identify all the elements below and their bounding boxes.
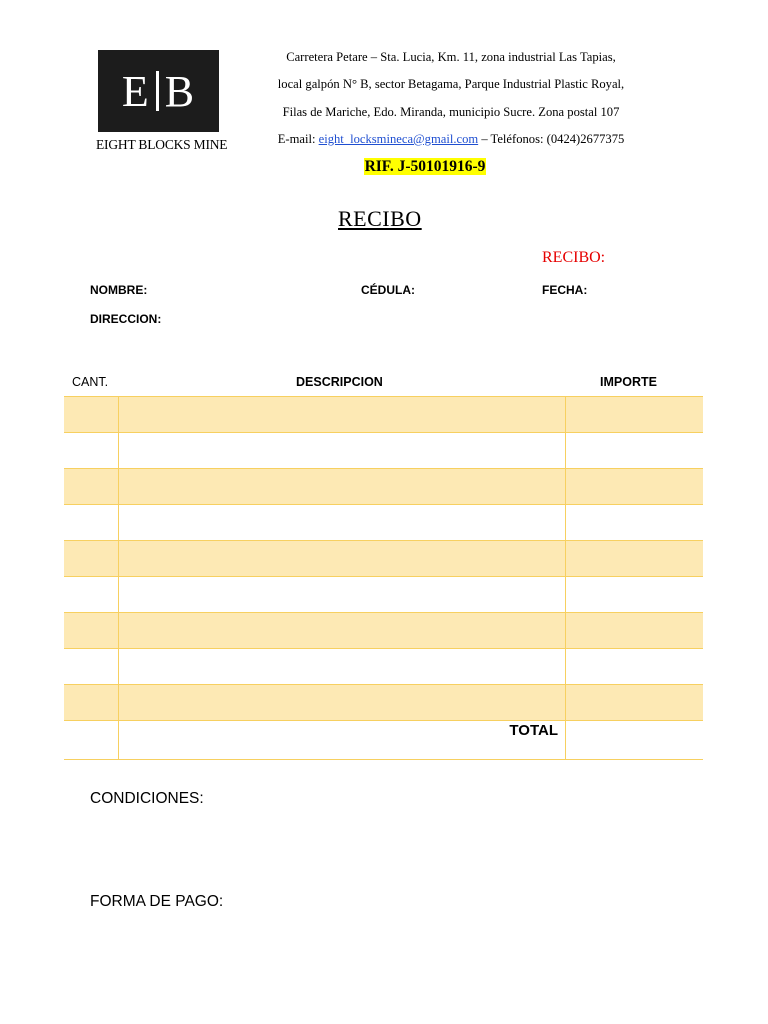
rif-line: [0, 158, 768, 176]
email-label: E-mail:: [277, 131, 316, 146]
table-row: [64, 613, 703, 649]
cell-cant[interactable]: [64, 613, 119, 649]
cell-importe[interactable]: [566, 685, 704, 721]
table-row: [64, 505, 703, 541]
cell-importe[interactable]: [566, 577, 704, 613]
cell-descripcion[interactable]: [119, 505, 566, 541]
table-row: [64, 577, 703, 613]
recibo-number-label: RECIBO:: [542, 249, 606, 266]
address-line-2: local galpón N° B, sector Betagama, Parque Industrial Plastic Royal,: [277, 77, 625, 92]
cell-importe[interactable]: [566, 649, 704, 685]
fecha-label: FECHA:: [542, 283, 588, 297]
total-value-cell[interactable]: [566, 721, 704, 760]
cell-importe[interactable]: [566, 433, 704, 469]
logo-letter-e: E: [121, 66, 150, 116]
cell-importe[interactable]: [566, 541, 704, 577]
company-name: EIGHT BLOCKS MINE: [96, 137, 228, 152]
logo-mark-box: [98, 50, 219, 132]
cell-cant[interactable]: [64, 649, 119, 685]
direccion-label: DIRECCION:: [90, 312, 162, 326]
phone-text: – Teléfonos: (0424)2677375: [481, 131, 625, 146]
company-address: [236, 44, 666, 153]
condiciones-label: CONDICIONES:: [90, 790, 204, 807]
total-empty-cell: [64, 721, 119, 760]
logo-monogram: [122, 66, 195, 117]
cell-descripcion[interactable]: [119, 577, 566, 613]
cell-cant[interactable]: [64, 685, 119, 721]
cell-descripcion[interactable]: [119, 649, 566, 685]
nombre-label: NOMBRE:: [90, 283, 148, 297]
table-row: [64, 433, 703, 469]
header-descripcion: DESCRIPCION: [296, 375, 383, 389]
cell-descripcion[interactable]: [119, 469, 566, 505]
table-row: [64, 469, 703, 505]
email-link[interactable]: eight_locksmineca@gmail.com: [318, 131, 479, 146]
document-title: RECIBO: [338, 206, 422, 231]
total-row: [64, 721, 703, 760]
cell-cant[interactable]: [64, 433, 119, 469]
logo-letter-b: B: [164, 66, 196, 116]
cell-cant[interactable]: [64, 505, 119, 541]
company-logo: [96, 50, 227, 155]
header-importe: IMPORTE: [600, 375, 657, 389]
cell-cant[interactable]: [64, 541, 119, 577]
address-line-3: Filas de Mariche, Edo. Miranda, municipio Sucre. Zona postal 107: [282, 104, 620, 119]
rif-number: RIF. J-50101916-9: [364, 158, 486, 175]
table-row: [64, 685, 703, 721]
cell-cant[interactable]: [64, 577, 119, 613]
cell-descripcion[interactable]: [119, 433, 566, 469]
cell-descripcion[interactable]: [119, 541, 566, 577]
cedula-label: CÉDULA:: [361, 283, 415, 297]
contact-line: [236, 126, 666, 153]
cell-cant[interactable]: [64, 397, 119, 433]
cell-descripcion[interactable]: [119, 613, 566, 649]
cell-descripcion[interactable]: [119, 685, 566, 721]
table-row: [64, 649, 703, 685]
forma-pago-label: FORMA DE PAGO:: [90, 893, 224, 910]
cell-importe[interactable]: [566, 613, 704, 649]
cell-importe[interactable]: [566, 505, 704, 541]
logo-divider: [156, 71, 159, 111]
cell-importe[interactable]: [566, 397, 704, 433]
table-row: [64, 397, 703, 433]
table-row: [64, 541, 703, 577]
cell-descripcion[interactable]: [119, 397, 566, 433]
cell-importe[interactable]: [566, 469, 704, 505]
total-label: TOTAL: [119, 721, 566, 760]
items-table: [64, 396, 703, 760]
address-line-1: Carretera Petare – Sta. Lucia, Km. 11, zona industrial Las Tapias,: [286, 50, 616, 64]
cell-cant[interactable]: [64, 469, 119, 505]
header-cant: CANT.: [72, 375, 109, 389]
